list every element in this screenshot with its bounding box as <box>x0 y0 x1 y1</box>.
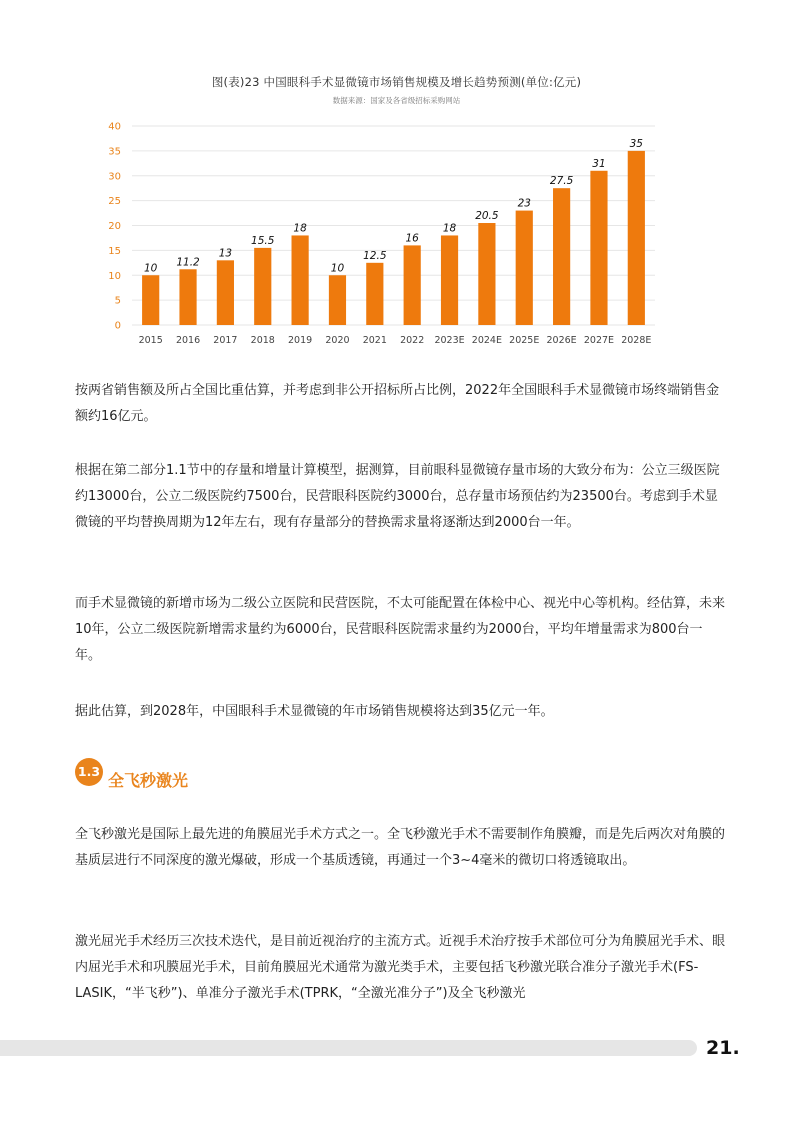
bar <box>478 223 495 325</box>
bar <box>292 235 309 325</box>
x-tick-label: 2019 <box>288 335 313 346</box>
x-tick-label: 2023E <box>434 335 465 346</box>
paragraph-femtosecond-intro: 全飞秒激光是国际上最先进的角膜屈光手术方式之一。全飞秒激光手术不需要制作角膜瓣，而是先后两次对角膜的基质层进行不同深度的激光爆破，形成一个基质透镜，再通过一个3~4毫米的微切口将透镜取出。 <box>75 827 726 868</box>
bar <box>404 245 421 325</box>
bar <box>366 263 383 325</box>
data-label: 20.5 <box>475 210 499 223</box>
x-tick-label: 2025E <box>509 335 540 346</box>
x-tick-label: 2024E <box>471 335 502 346</box>
x-tick-label: 2020 <box>325 335 350 346</box>
chart-source: 数据来源：国家及各省级招标采购网站 <box>332 96 461 105</box>
data-label: 18 <box>442 222 457 235</box>
data-label: 16 <box>405 232 419 245</box>
bar <box>590 171 607 325</box>
data-label: 10 <box>143 262 158 275</box>
footer-bar <box>0 1040 697 1056</box>
y-tick-label: 15 <box>108 245 121 257</box>
x-tick-label: 2028E <box>621 335 652 346</box>
bar <box>142 275 159 325</box>
data-label: 15.5 <box>251 234 275 247</box>
paragraph-new-market: 而手术显微镜的新增市场为二级公立医院和民营医院，不太可能配置在体检中心、视光中心等机构。经估算，未来10年，公立二级医院新增需求量约为6000台，民营眼科医院需求量约为2000台，平均年增量需求为800台一年。 <box>75 596 726 663</box>
bar-chart <box>100 115 670 350</box>
x-tick-label: 2026E <box>546 335 577 346</box>
bar <box>329 275 346 325</box>
x-tick-label: 2022 <box>400 335 425 346</box>
y-tick-label: 35 <box>108 146 121 158</box>
data-label: 10 <box>330 262 345 275</box>
x-tick-label: 2021 <box>362 335 387 346</box>
y-tick-label: 5 <box>114 295 121 307</box>
y-tick-label: 10 <box>108 270 121 282</box>
x-tick-label: 2027E <box>583 335 615 346</box>
bar <box>217 260 234 325</box>
x-tick-label: 2018 <box>250 335 275 346</box>
bar <box>441 235 458 325</box>
y-tick-label: 20 <box>108 221 121 232</box>
y-tick-label: 0 <box>114 320 121 332</box>
bar <box>254 248 271 325</box>
data-label: 12.5 <box>363 249 387 262</box>
x-tick-label: 2016 <box>175 335 201 346</box>
paragraph-stock-market: 根据在第二部分1.1节中的存量和增量计算模型，据测算，目前眼科显微镜存量市场的大致分布为：公立三级医院约13000台，公立二级医院约7500台，民营眼科医院约3000台，总存量市场预估约为23500台。考虑到手术显微镜的平均替换周期为12年左右，现有存量部分的替换需求量将逐渐达到2000台一年。 <box>75 463 720 530</box>
data-label: 35 <box>629 137 644 150</box>
x-tick-label: 2017 <box>213 335 238 346</box>
y-tick-label: 40 <box>108 121 121 133</box>
section-title: 全飞秒激光 <box>108 771 189 790</box>
x-tick-label: 2015 <box>138 335 163 346</box>
bar <box>628 151 645 325</box>
data-label: 11.2 <box>176 256 200 269</box>
paragraph-laser-refractive-surgery: 激光屈光手术经历三次技术迭代，是目前近视治疗的主流方式。近视手术治疗按手术部位可分为角膜屈光手术、眼内屈光手术和巩膜屈光手术，目前角膜屈光术通常为激光类手术，主要包括飞秒激光联合准分子激光手术(FS-LASIK，“半飞秒”)、单准分子激光手术(TPRK，“全激光准分子”)及全飞秒激光 <box>75 934 726 1001</box>
data-label: 23 <box>517 197 531 210</box>
bar <box>179 269 196 325</box>
data-label: 18 <box>293 222 307 235</box>
paragraph-market-estimate: 按两省销售额及所占全国比重估算，并考虑到非公开招标所占比例，2022年全国眼科手术显微镜市场终端销售金额约16亿元。 <box>75 383 720 424</box>
y-tick-label: 30 <box>108 171 121 183</box>
data-label: 27.5 <box>549 175 574 188</box>
page-number: 21. <box>706 1037 740 1059</box>
paragraph-2028-forecast: 据此估算，到2028年，中国眼科手术显微镜的年市场销售规模将达到35亿元一年。 <box>75 704 554 719</box>
chart-title: 图(表)23 中国眼科手术显微镜市场销售规模及增长趋势预测(单位:亿元) <box>211 75 582 89</box>
y-tick-label: 25 <box>108 196 121 208</box>
data-label: 31 <box>592 157 606 170</box>
section-number-badge: 1.3 <box>75 758 103 786</box>
bar <box>516 211 533 325</box>
bar <box>553 188 570 325</box>
data-label: 13 <box>218 247 233 260</box>
